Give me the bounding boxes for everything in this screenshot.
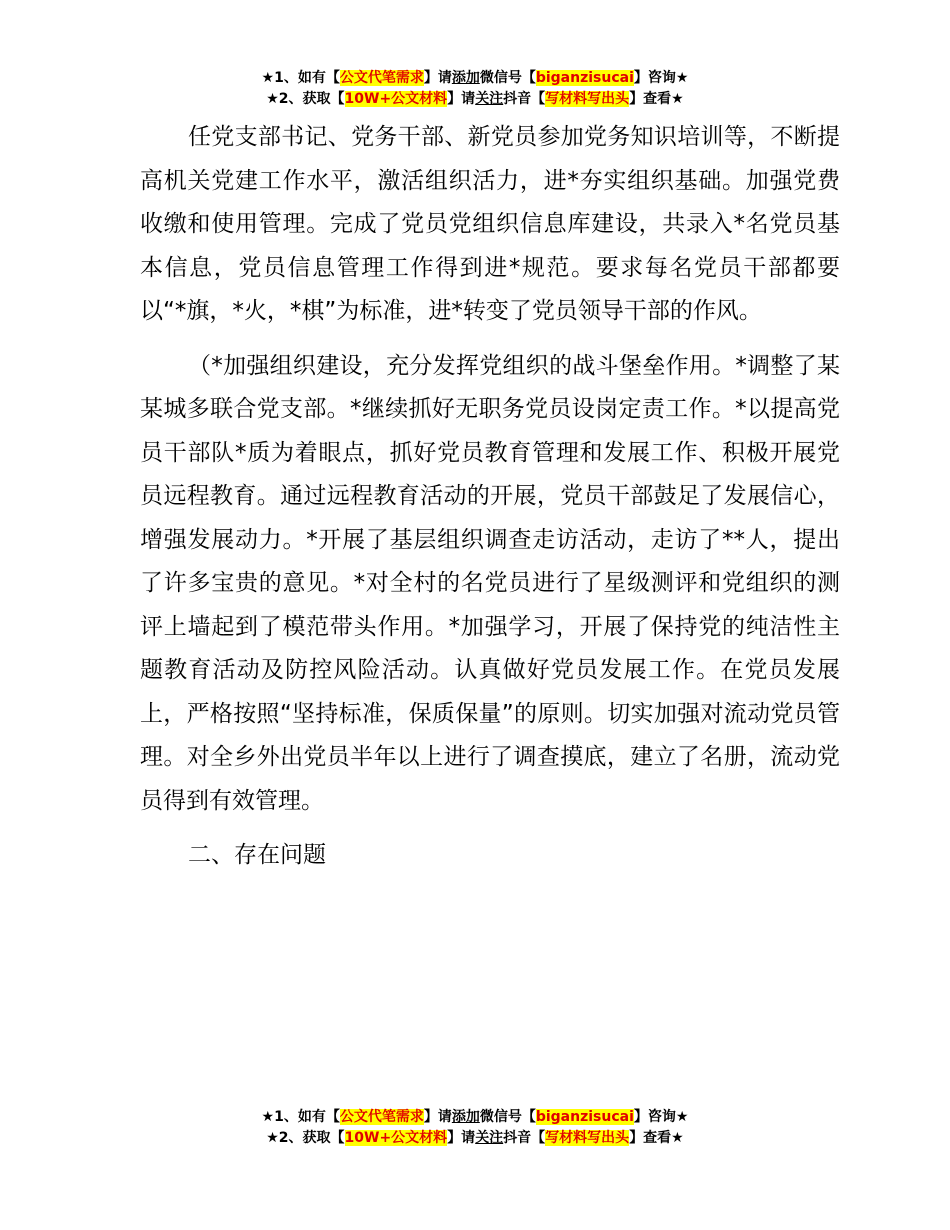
banner-text: 】请	[447, 1130, 476, 1146]
banner-highlight: 写材料写出头	[545, 1130, 630, 1146]
banner-highlight: biganzisucai	[535, 70, 634, 86]
header-banner	[0, 68, 950, 110]
banner-text: 抖音【	[503, 91, 546, 107]
footer-banner-line-1	[0, 1107, 950, 1128]
paragraph-1: 任党支部书记、党务干部、新党员参加党务知识培训等，不断提高机关党建工作水平，激活组织活力，进*夯实组织基础。加强党费收缴和使用管理。完成了党员党组织信息库建设，共录入*名党员基本信息，党员信息管理工作得到进*规范。要求每名党员干部都要以“*旗，*火，*棋”为标准，进*转变了党员领导干部的作风。	[140, 124, 840, 324]
banner-prefix: ★1、如有【	[261, 1109, 340, 1125]
banner-suffix: 】咨询★	[633, 1109, 689, 1125]
paragraph-2: （*加强组织建设，充分发挥党组织的战斗堡垒作用。*调整了某某城多联合党支部。*继续抓好无职务党员设岗定责工作。*以提高党员干部队*质为着眼点，抓好党员教育管理和发展工作、积极开展党员远程教育。通过远程教育活动的开展，党员干部鼓足了发展信心，增强发展动力。*开展了基层组织调查走访活动，走访了**人，提出了许多宝贵的意见。*对全村的名党员进行了星级测评和党组织的测评上墙起到了模范带头作用。*加强学习，开展了保持党的纯洁性主题教育活动及防控风险活动。认真做好党员发展工作。在党员发展上，严格按照“坚持标准，保质保量”的原则。切实加强对流动党员管理。对全乡外出党员半年以上进行了调查摸底，建立了名册，流动党员得到有效管理。	[140, 352, 840, 814]
banner-text: 微信号【	[479, 70, 536, 86]
banner-prefix: ★1、如有【	[261, 70, 340, 86]
header-banner-line-1	[0, 68, 950, 89]
banner-text: 】请	[423, 70, 452, 86]
banner-prefix: ★2、获取【	[266, 1130, 345, 1146]
banner-text: 】请	[423, 1109, 452, 1125]
banner-text: 微信号【	[479, 1109, 536, 1125]
banner-highlight: 公文代笔需求	[339, 70, 424, 86]
banner-highlight: 写材料写出头	[545, 91, 630, 107]
banner-suffix: 】查看★	[629, 91, 684, 107]
banner-highlight: 10W+公文材料	[344, 1130, 448, 1146]
banner-underlined-text: 添加	[451, 70, 480, 86]
document-body	[140, 116, 840, 889]
banner-suffix: 】查看★	[629, 1130, 684, 1146]
banner-highlight: 公文代笔需求	[339, 1109, 424, 1125]
banner-underlined-text: 关注	[475, 1130, 504, 1146]
footer-banner	[0, 1107, 950, 1149]
banner-underlined-text: 关注	[475, 91, 504, 107]
banner-suffix: 】咨询★	[633, 70, 689, 86]
section-heading: 二、存在问题	[188, 842, 326, 868]
banner-highlight: 10W+公文材料	[344, 91, 448, 107]
banner-underlined-text: 添加	[451, 1109, 480, 1125]
header-banner-line-2	[0, 89, 950, 110]
banner-highlight: biganzisucai	[535, 1109, 634, 1125]
banner-text: 抖音【	[503, 1130, 546, 1146]
banner-text: 】请	[447, 91, 476, 107]
banner-prefix: ★2、获取【	[266, 91, 345, 107]
footer-banner-line-2	[0, 1128, 950, 1149]
